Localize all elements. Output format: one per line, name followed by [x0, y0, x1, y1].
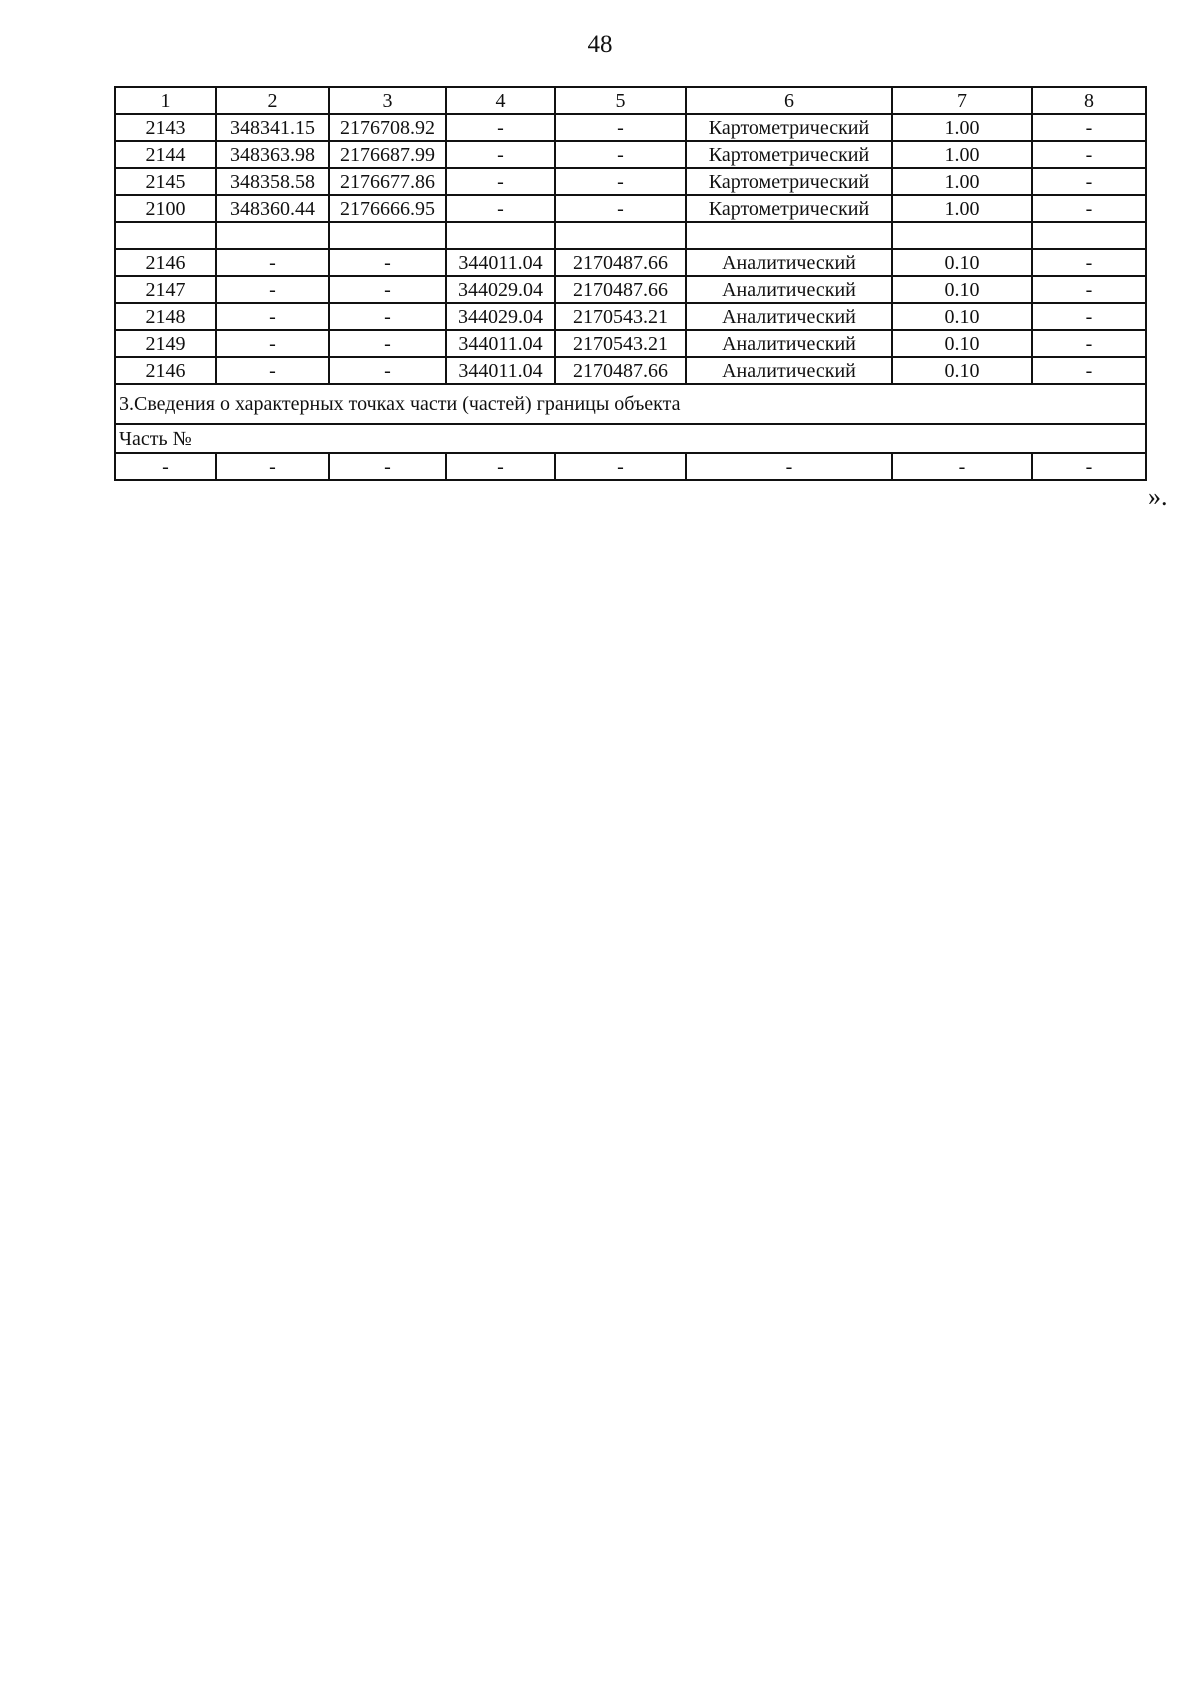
empty-cell — [446, 222, 555, 249]
table-cell: - — [555, 195, 686, 222]
empty-cell — [1032, 222, 1146, 249]
table-cell: 2170487.66 — [555, 249, 686, 276]
table-cell: 1.00 — [892, 114, 1032, 141]
table-cell: - — [446, 114, 555, 141]
table-cell: - — [216, 303, 329, 330]
table-cell: 0.10 — [892, 249, 1032, 276]
table-cell: 0.10 — [892, 276, 1032, 303]
table-cell: - — [115, 453, 216, 480]
table-cell: - — [1032, 249, 1146, 276]
table-cell: 2146 — [115, 357, 216, 384]
table-cell: - — [1032, 168, 1146, 195]
table-cell: 1.00 — [892, 168, 1032, 195]
part-label-row — [115, 424, 1146, 453]
table-cell: 344011.04 — [446, 249, 555, 276]
closing-quote: ». — [1148, 482, 1168, 511]
page-number: 48 — [587, 31, 613, 58]
table-cell: - — [329, 330, 446, 357]
table-cell: - — [446, 195, 555, 222]
header-cell: 2 — [216, 87, 329, 114]
table-cell: 2170543.21 — [555, 330, 686, 357]
table-cell: Аналитический — [686, 357, 892, 384]
table-cell: Аналитический — [686, 276, 892, 303]
table-cell: - — [1032, 453, 1146, 480]
table-row — [115, 168, 1146, 195]
table-cell: - — [216, 330, 329, 357]
table-cell: 2149 — [115, 330, 216, 357]
table-cell: - — [1032, 114, 1146, 141]
separator-row — [115, 222, 1146, 249]
section-title-row — [115, 384, 1146, 424]
table-cell: - — [446, 453, 555, 480]
coordinates-table — [114, 86, 1147, 481]
table-cell: 348363.98 — [216, 141, 329, 168]
table-cell: - — [216, 276, 329, 303]
table-cell: - — [555, 168, 686, 195]
table-row — [115, 276, 1146, 303]
table-row — [115, 141, 1146, 168]
table-row — [115, 453, 1146, 480]
table-cell: - — [555, 453, 686, 480]
header-cell: 6 — [686, 87, 892, 114]
table-row — [115, 357, 1146, 384]
empty-cell — [329, 222, 446, 249]
table-row — [115, 249, 1146, 276]
table-cell: 344011.04 — [446, 330, 555, 357]
table-cell: - — [1032, 195, 1146, 222]
part-label: Часть № — [115, 424, 1146, 453]
table-cell: - — [216, 357, 329, 384]
table-cell: Картометрический — [686, 114, 892, 141]
table-cell: Картометрический — [686, 195, 892, 222]
table-cell: 344011.04 — [446, 357, 555, 384]
table-cell: 2170487.66 — [555, 357, 686, 384]
table-cell: - — [329, 276, 446, 303]
table-cell: - — [446, 168, 555, 195]
header-row — [115, 87, 1146, 114]
header-cell: 7 — [892, 87, 1032, 114]
table-cell: - — [1032, 330, 1146, 357]
table-cell: 2147 — [115, 276, 216, 303]
table-cell: - — [329, 249, 446, 276]
empty-cell — [115, 222, 216, 249]
section-title: 3.Сведения о характерных точках части (частей) границы объекта — [115, 384, 1146, 424]
table-cell: 2148 — [115, 303, 216, 330]
table-cell: 344029.04 — [446, 303, 555, 330]
table-row — [115, 330, 1146, 357]
table-cell: 2143 — [115, 114, 216, 141]
empty-cell — [686, 222, 892, 249]
table-row — [115, 114, 1146, 141]
table-cell: - — [1032, 303, 1146, 330]
table-cell: - — [329, 303, 446, 330]
table-cell: - — [1032, 357, 1146, 384]
table-cell: 2170543.21 — [555, 303, 686, 330]
header-cell: 4 — [446, 87, 555, 114]
table-cell: - — [1032, 141, 1146, 168]
table-cell: 2170487.66 — [555, 276, 686, 303]
table-cell: 2176687.99 — [329, 141, 446, 168]
table-cell: - — [1032, 276, 1146, 303]
table-cell: - — [555, 141, 686, 168]
table-cell: 1.00 — [892, 141, 1032, 168]
table-cell: - — [555, 114, 686, 141]
empty-cell — [216, 222, 329, 249]
table-cell: 0.10 — [892, 303, 1032, 330]
table-row — [115, 195, 1146, 222]
table-cell: - — [216, 249, 329, 276]
table-cell: 1.00 — [892, 195, 1032, 222]
table-cell: - — [329, 357, 446, 384]
table-body — [115, 87, 1146, 480]
table-cell: - — [329, 453, 446, 480]
table-cell: 2146 — [115, 249, 216, 276]
table-cell: 348341.15 — [216, 114, 329, 141]
table-row — [115, 303, 1146, 330]
table-cell: Аналитический — [686, 303, 892, 330]
header-cell: 5 — [555, 87, 686, 114]
empty-cell — [892, 222, 1032, 249]
header-cell: 8 — [1032, 87, 1146, 114]
table-cell: 2100 — [115, 195, 216, 222]
table-cell: 2176677.86 — [329, 168, 446, 195]
header-cell: 1 — [115, 87, 216, 114]
table-cell: 348360.44 — [216, 195, 329, 222]
table-cell: 0.10 — [892, 357, 1032, 384]
table-cell: 2144 — [115, 141, 216, 168]
table-cell: Аналитический — [686, 249, 892, 276]
table-cell: Аналитический — [686, 330, 892, 357]
table-cell: - — [686, 453, 892, 480]
table-cell: - — [892, 453, 1032, 480]
table-cell: - — [446, 141, 555, 168]
table-cell: 2176666.95 — [329, 195, 446, 222]
empty-cell — [555, 222, 686, 249]
header-cell: 3 — [329, 87, 446, 114]
table-cell: 2176708.92 — [329, 114, 446, 141]
table-cell: Картометрический — [686, 168, 892, 195]
table-cell: 0.10 — [892, 330, 1032, 357]
table-cell: 348358.58 — [216, 168, 329, 195]
table-cell: - — [216, 453, 329, 480]
table-cell: 2145 — [115, 168, 216, 195]
table-cell: Картометрический — [686, 141, 892, 168]
table-cell: 344029.04 — [446, 276, 555, 303]
